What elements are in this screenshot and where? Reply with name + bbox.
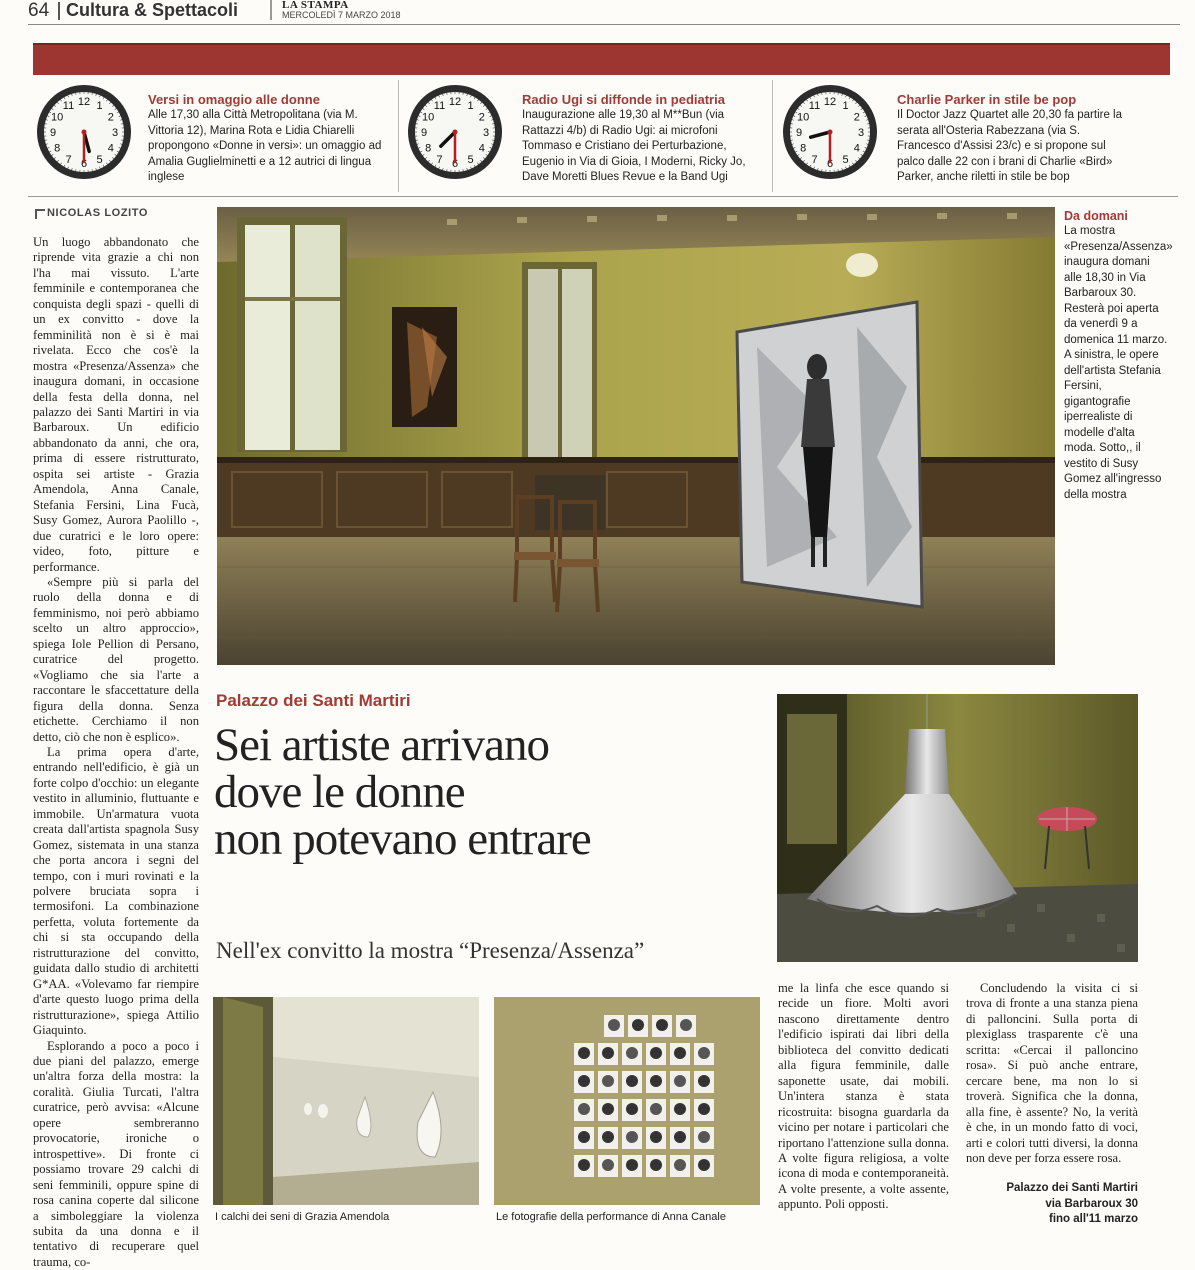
portrait-face [632,1019,644,1031]
clock-numeral: 10 [422,112,434,124]
clock-numeral: 7 [65,154,71,166]
byline: NICOLAS LOZITO [47,207,148,219]
portrait-face [674,1159,686,1171]
clock-icon [405,82,505,182]
headline-line: dove le donne [214,769,764,816]
breast-casts-image [213,997,479,1205]
article-subhead: Nell'ex convitto la mostra “Presenza/Assenza” [216,938,644,964]
portrait-face [674,1047,686,1059]
portrait-face [602,1075,614,1087]
clock-numeral: 4 [854,143,860,155]
clock-numeral: 5 [842,154,848,166]
event-text: Il Doctor Jazz Quartet alle 20,30 fa partire la serata all'Osteria Rabezzana (via S. Francesco d'Assisi 23/c) e si propone sul palco dalle 22 con i brani di Charlie «Bird» Parker, anche riletti in stile be bop [897,108,1127,186]
event-title: Radio Ugi si diffonde in pediatria [522,92,725,107]
clock-numeral: 6 [452,158,458,170]
portrait-face [626,1103,638,1115]
article-paragraph: Esplorando a poco a poco i due piani del palazzo, emerge un'altra forza della mostra: la coralità. Giulia Turcati, l'altra curatrice, però avvisa: «Alcune opere sembreranno provocatorie, ironiche o introspettive». Di fronte ci possiamo trovare 29 calchi di seni femminili, oppure spine di rosa canina coperte dal silicone a simboleggiare la violenza subita da una donna e il tentativo di recuperare quel trauma, co- [33,1039,199,1270]
fotografie-photo [494,997,760,1205]
photo-caption: I calchi dei seni di Grazia Amendola [215,1211,389,1223]
portrait-face [602,1103,614,1115]
section-rule [28,196,1178,197]
clock-icon [780,82,880,182]
event-text: Alle 17,30 alla Città Metropolitana (via M. Vittoria 12), Marina Rota e Lidia Chiarelli propongono «Donne in versi»: un omaggio ad Amalia Guglielminetti e a 12 autrici di lingua inglese [148,108,383,186]
portrait-face [698,1047,710,1059]
masthead-rule [270,0,272,20]
portrait-face [626,1047,638,1059]
dress-photo [777,694,1138,962]
portrait-face [674,1103,686,1115]
clock-numeral: 11 [63,100,74,112]
clock-icon [34,82,134,182]
clock-center [453,130,458,135]
info-venue: Palazzo dei Santi Martiri [966,1181,1138,1197]
clock-numeral: 6 [827,158,833,170]
clock-numeral: 12 [824,96,836,108]
portrait-face [608,1019,620,1031]
clock-numeral: 1 [96,100,102,112]
article-paragraph: La prima opera d'arte, entrando nell'edificio, è già un forte colpo d'occhio: un elegante vestito in alluminio, fluttuante e immobile. Un'armatura vuota creata dall'artista spagnola Susy Gomez, sistemata in una stanza che porta ancora i segni del tempo, con i muri rovinati e la polvere bruciata sopra i termosifoni. La combinazione perfetta, voluta fortemente da chi si sta occupando della ristrutturazione del convitto, guidata dallo studio di architetti G*AA. «Volevamo far riempire d'arte questo luogo prima della ristrutturazione», spiega Attilio Giaquinto. [33,745,199,1039]
article-column-2 [778,981,949,1213]
headline-line: non potevano entrare [214,816,764,863]
portrait-face [626,1131,638,1143]
sidebar-title: Da domani [1064,209,1128,223]
article-paragraph: Un luogo abbandonato che riprende vita grazie a chi non l'ha mai vissuto. L'arte femminile e contemporanea che conquista degli spazi - quelli di un ex convitto - dove la femminilità non è si è mai rivelata. Ecco che cos'è la mostra «Presenza/Assenza» che inaugura domani, in occasione della festa della donna, nel palazzo dei Santi Martiri in via Barbaroux. Un edificio abbandonato da anni, che ora, prima di essere ristrutturato, ospita sei artiste - Grazia Amendola, Anna Canale, Stefania Fersini, Lina Fucà, Susy Gomez, Aurora Paolillo -, due curatrici e le loro opere: video, foto, pitture e performance. [33,235,199,575]
event-text: Inaugurazione alle 19,30 al M**Bun (via Rattazzi 4/b) di Radio Ugi: ai microfoni Tommaso e Cristiano dei Perturbazione, Eugenio in Via di Gioia, I Moderni, Ricky Jo, Dave Moretti Blues Revue e la Band Ugi [522,108,767,186]
portrait-face [698,1075,710,1087]
clock-numeral: 11 [809,100,820,112]
byline-mark [35,209,45,219]
clock-numeral: 11 [434,100,445,112]
event-title: Versi in omaggio alle donne [148,92,320,107]
event-title: Charlie Parker in stile be pop [897,92,1076,107]
portrait-face [698,1159,710,1171]
clock-numeral: 2 [108,112,114,124]
portrait-face [650,1159,662,1171]
portrait-face [602,1047,614,1059]
clock-center [828,130,833,135]
info-address: via Barbaroux 30 [966,1197,1138,1213]
top-rule [28,24,1180,25]
clock-numeral: 6 [81,158,87,170]
clock-numeral: 7 [811,154,817,166]
portrait-face [626,1075,638,1087]
clock-numeral: 12 [449,96,461,108]
clock-numeral: 7 [436,154,442,166]
portrait-face [602,1131,614,1143]
article-column-3 [966,981,1138,1166]
clock-numeral: 2 [479,112,485,124]
clock-numeral: 9 [50,127,56,139]
headline-line: Sei artiste arrivano [214,722,764,769]
clock-numeral: 5 [96,154,102,166]
clock-center [82,130,87,135]
red-banner [33,43,1170,75]
clock-numeral: 8 [800,143,806,155]
clock-numeral: 2 [854,112,860,124]
exhibition-room-image [217,207,1055,665]
info-dates: fino all'11 marzo [966,1212,1138,1228]
exhibition-info [966,1181,1138,1228]
clock-numeral: 4 [108,143,114,155]
portrait-face [650,1131,662,1143]
column-divider [398,80,399,192]
portrait-face [698,1131,710,1143]
clock-numeral: 4 [479,143,485,155]
portrait-face [578,1075,590,1087]
portrait-face [578,1159,590,1171]
portrait-face [578,1103,590,1115]
clock-numeral: 10 [797,112,809,124]
portrait-face [626,1159,638,1171]
portrait-face [578,1131,590,1143]
clock-numeral: 12 [78,96,90,108]
clock-numeral: 10 [51,112,63,124]
article-paragraph: «Sempre più si parla del ruolo della donna e di femminismo, noi però abbiamo scelto un altro approccio», spiega Iole Pellion di Persano, curatrice del progetto. «Vogliamo che sia l'arte a raccontare le sfaccettature della figura della donna. Senza etichette. Cerchiamo il non detto, ciò che non è esplico». [33,575,199,745]
portrait-face [602,1159,614,1171]
newspaper-name: LA STAMPA [282,0,349,11]
aluminium-dress-image [777,694,1138,962]
clock-numeral: 9 [796,127,802,139]
portrait-face [656,1019,668,1031]
portrait-face [650,1103,662,1115]
calchi-photo [213,997,479,1205]
article-headline [214,722,764,863]
portrait-face [578,1047,590,1059]
issue-date: MERCOLEDÌ 7 MARZO 2018 [282,10,401,20]
photo-caption: Le fotografie della performance di Anna Canale [496,1211,726,1223]
article-kicker: Palazzo dei Santi Martiri [216,691,411,711]
clock-numeral: 9 [421,127,427,139]
portrait-face [674,1131,686,1143]
portrait-face [650,1047,662,1059]
clock-numeral: 1 [467,100,473,112]
portrait-face [680,1019,692,1031]
clock-numeral: 8 [425,143,431,155]
clock-numeral: 3 [112,127,118,139]
portrait-wall-image [494,997,760,1205]
clock-numeral: 8 [54,143,60,155]
main-photo [217,207,1055,665]
portrait-face [674,1075,686,1087]
clock-numeral: 3 [858,127,864,139]
portrait-face [650,1075,662,1087]
article-column-1 [33,235,199,1230]
article-paragraph: me la linfa che esce quando si recide un fiore. Molti avori nascono direttamente dentro l'edificio ispirati dai libri della biblioteca del convitto dedicati alla figura femminile, dalle saponette usate, dai mobili. Un'intera stanza è stata ricostruita: bisogna guardarla da vicino per notare i particolari che riportano l'attenzione sulla donna. A volte figura religiosa, a volte icona di moda e contemporaneità. A volte presente, a volte assente, appunto. Poli opposti. [778,981,949,1213]
clock-numeral: 1 [842,100,848,112]
page-number: 64 [28,0,49,22]
clock-numeral: 5 [467,154,473,166]
article-paragraph: Concludendo la visita ci si trova di fronte a una stanza piena di palloncini. Sulla porta di plexiglass trasparente c'è una scritta: «Cercai il palloncino rosa». Si può anche entrare, cercare bene, ma non lo si troverà. Significa che la donna, alla fine, è assente? No, la verità è che, in un mondo fatto di voci, arti e colori tutti diversi, la donna non deve per forza essere rosa. [966,981,1138,1166]
portrait-face [698,1103,710,1115]
column-divider [772,80,773,192]
clock-numeral: 3 [483,127,489,139]
masthead-divider [58,2,60,20]
sidebar-text: La mostra «Presenza/Assenza» inaugura domani alle 18,30 in Via Barbaroux 30. Resterà poi aperta da venerdì 9 a domenica 11 marzo. A sinistra, le opere dell'artista Stefania Fersini, gigantografie iperrealiste di modelle d'alta moda. Sotto,, il vestito di Susy Gomez all'ingresso della mostra [1064,224,1168,503]
section-name: Cultura & Spettacoli [66,0,238,21]
